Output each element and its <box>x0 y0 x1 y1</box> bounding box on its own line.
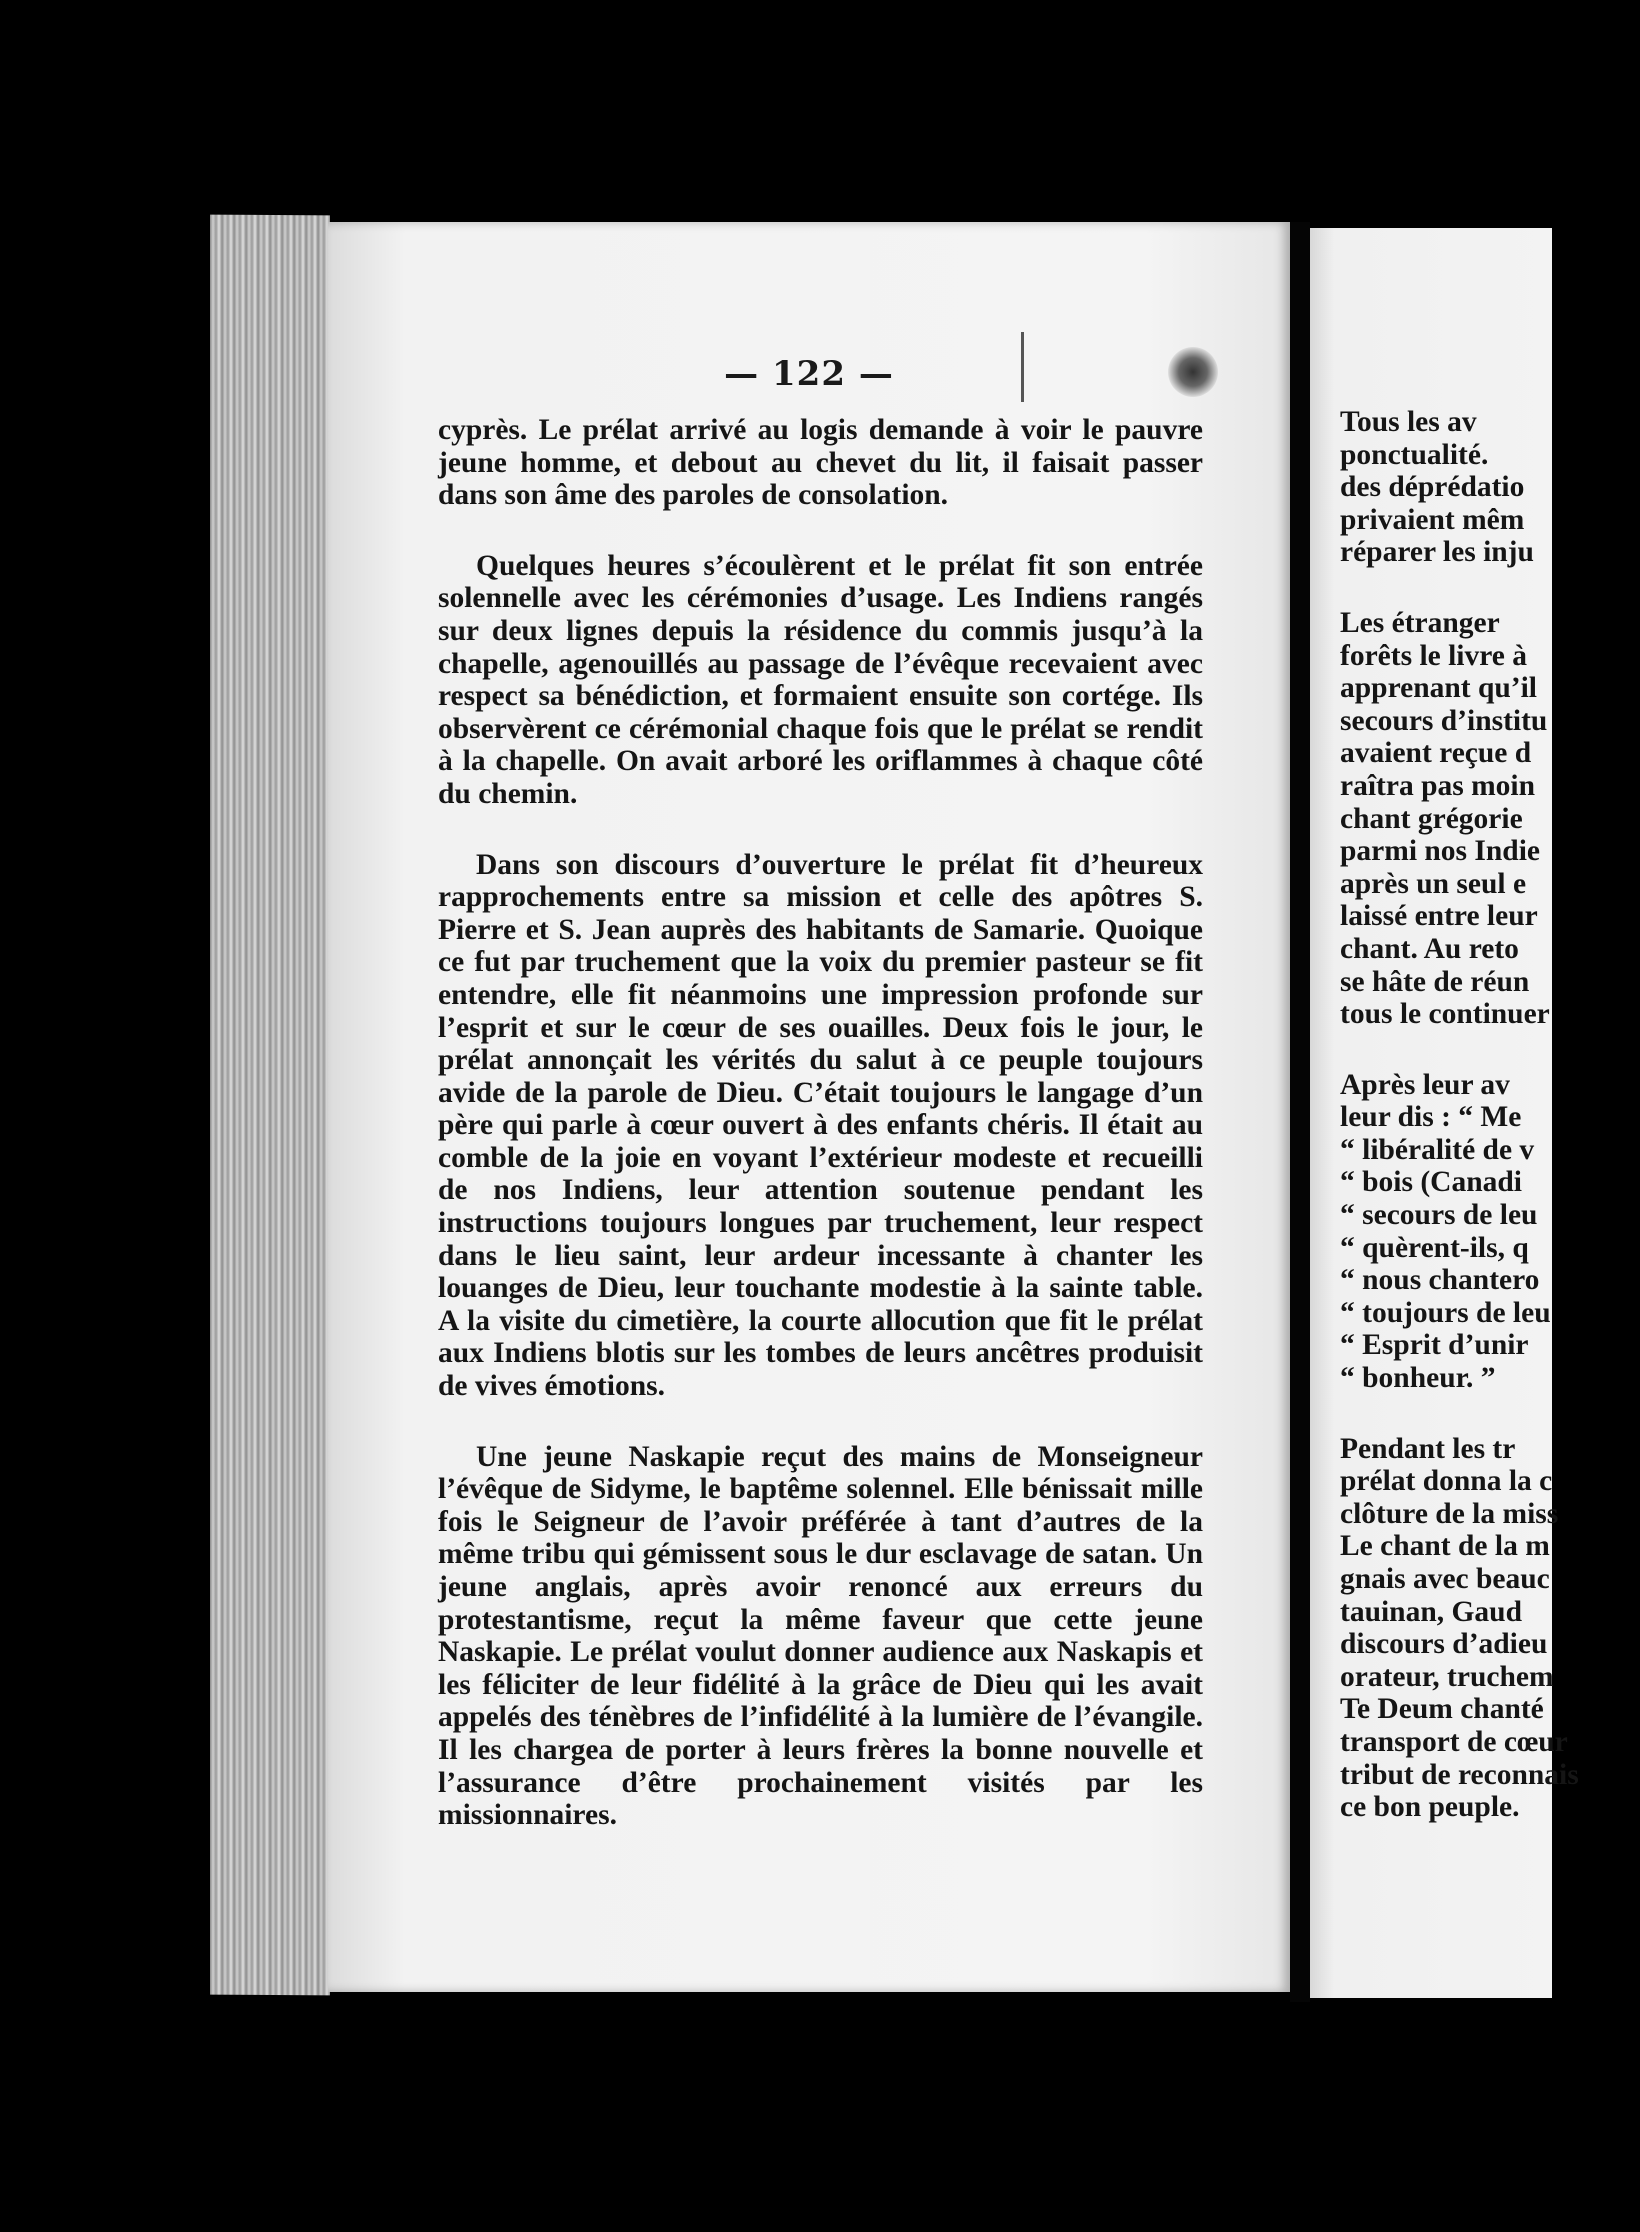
text-line: forêts le livre à <box>1340 639 1528 672</box>
text-line <box>1340 569 1640 607</box>
text-line: “ nous chantero <box>1340 1264 1540 1297</box>
text-line: “ libéralité de v <box>1340 1133 1535 1166</box>
text-line: Tous les av <box>1340 406 1477 438</box>
right-page <box>1310 228 1579 1998</box>
text-line: tous le continuer <box>1340 998 1550 1031</box>
text-line: apprenant qu’il <box>1340 672 1538 705</box>
text-line: “ bois (Canadi <box>1340 1166 1522 1199</box>
text-line <box>1340 1395 1640 1433</box>
left-page <box>328 222 1290 1992</box>
text-line: des déprédatio <box>1340 471 1525 504</box>
text-line: parmi nos Indie <box>1340 835 1540 868</box>
text-line: se hâte de réun <box>1340 965 1530 998</box>
text-line: ponctualité. <box>1340 438 1489 471</box>
text-line: chant. Au reto <box>1340 932 1519 965</box>
text-line: laissé entre leur <box>1340 900 1538 933</box>
text-line: secours d’institu <box>1340 704 1548 737</box>
text-line: transport de cœur <box>1340 1725 1568 1758</box>
text-line: Te Deum chanté <box>1340 1693 1544 1726</box>
text-line: Après leur av <box>1340 1068 1510 1101</box>
text-line: Le chant de la m <box>1340 1530 1550 1563</box>
text-line: tauinan, Gaud <box>1340 1595 1522 1628</box>
text-line: avaient reçue d <box>1340 737 1532 770</box>
page-gutter <box>1290 222 1310 2002</box>
text-line: réparer les inju <box>1340 536 1534 569</box>
right-page-text <box>1340 406 1640 1824</box>
paragraph: Quelques heures s’écoulèrent et le prélat fit son entrée solennelle avec les cérémonies d’usage. Les Indiens rangés sur deux lignes depuis la résidence du commis jusqu’à la chapelle, agenouillés au passage de l’évêque recevaient avec respect sa bénédiction, et formaient ensuite son cortége. Ils observèrent ce cérémonial chaque fois que le prélat se rendit à la chapelle. On avait arboré les oriflammes à chaque côté du chemin. <box>438 549 1203 810</box>
text-line: tribut de reconnais <box>1340 1758 1579 1791</box>
text-line: chant grégorie <box>1340 802 1523 835</box>
text-line: clôture de la miss <box>1340 1497 1559 1530</box>
text-line: raîtra pas moin <box>1340 769 1536 802</box>
text-line: discours d’adieu <box>1340 1628 1548 1661</box>
text-line: Les étranger <box>1340 606 1500 639</box>
text-line: “ bonheur. ” <box>1340 1362 1496 1395</box>
page-number: — 122 — <box>724 354 894 394</box>
text-line: ce bon peuple. <box>1340 1791 1520 1824</box>
book-page-edges <box>210 215 330 1996</box>
text-line: prélat donna la c <box>1340 1465 1553 1498</box>
paragraph: Une jeune Naskapie reçut des mains de Monseigneur l’évêque de Sidyme, le baptême solennel. Elle bénissait mille fois le Seigneur de l’avoir préférée à tant d’autres de la même tribu qui gémissent sous le dur esclavage de satan. Un jeune anglais, après avoir renoncé aux erreurs du protestantisme, reçut la même faveur que cette jeune Naskapie. Le prélat voulut donner audience aux Naskapis et les féliciter de leur fidélité à la grâce de Dieu qui les avait appelés des ténèbres de l’infidélité à la lumière de l’évangile. Il les chargea de porter à leurs frères la bonne nouvelle et l’assurance d’être prochainement visités par les missionnaires. <box>438 1440 1203 1832</box>
text-line: “ toujours de leu <box>1340 1296 1551 1329</box>
text-line: “ quèrent-ils, q <box>1340 1231 1529 1264</box>
text-line: orateur, truchem <box>1340 1660 1554 1693</box>
text-line: privaient mêm <box>1340 503 1525 536</box>
text-line <box>1340 1031 1640 1069</box>
text-line: “ Esprit d’unir <box>1340 1329 1529 1362</box>
text-line: Pendant les tr <box>1340 1432 1516 1465</box>
paragraph: Dans son discours d’ouverture le prélat fit d’heureux rapprochements entre sa mission et celle des apôtres S. Pierre et S. Jean auprès des habitants de Samarie. Quoique ce fut par truchement que la voix du premier pasteur se fit entendre, elle fit néanmoins une impression profonde sur l’esprit et sur le cœur de ses ouailles. Deux fois le jour, le prélat annonçait les vérités du salut à ce peuple toujours avide de la parole de Dieu. C’était toujours le langage d’un père qui parle à cœur ouvert à des enfants chéris. Il était au comble de la joie en voyant l’extérieur modeste et recueilli de nos Indiens, leur attention soutenue pendant les instructions toujours longues par truchement, leur respect dans le lieu saint, leur ardeur incessante à chanter les louanges de Dieu, leur touchante modestie à la sainte table. A la visite du cimetière, la courte allocution que fit le prélat aux Indiens blotis sur les tombes de leurs ancêtres produisit de vives émotions. <box>438 848 1203 1403</box>
paragraph: cyprès. Le prélat arrivé au logis demande à voir le pauvre jeune homme, et debout au chevet du lit, il faisait passer dans son âme des paroles de consolation. <box>438 414 1203 512</box>
text-line: après un seul e <box>1340 867 1527 900</box>
text-line: leur dis : “ Me <box>1340 1101 1522 1134</box>
text-line: “ secours de leu <box>1340 1199 1538 1232</box>
text-line: gnais avec beauc <box>1340 1563 1550 1595</box>
left-page-text <box>438 414 1203 1870</box>
